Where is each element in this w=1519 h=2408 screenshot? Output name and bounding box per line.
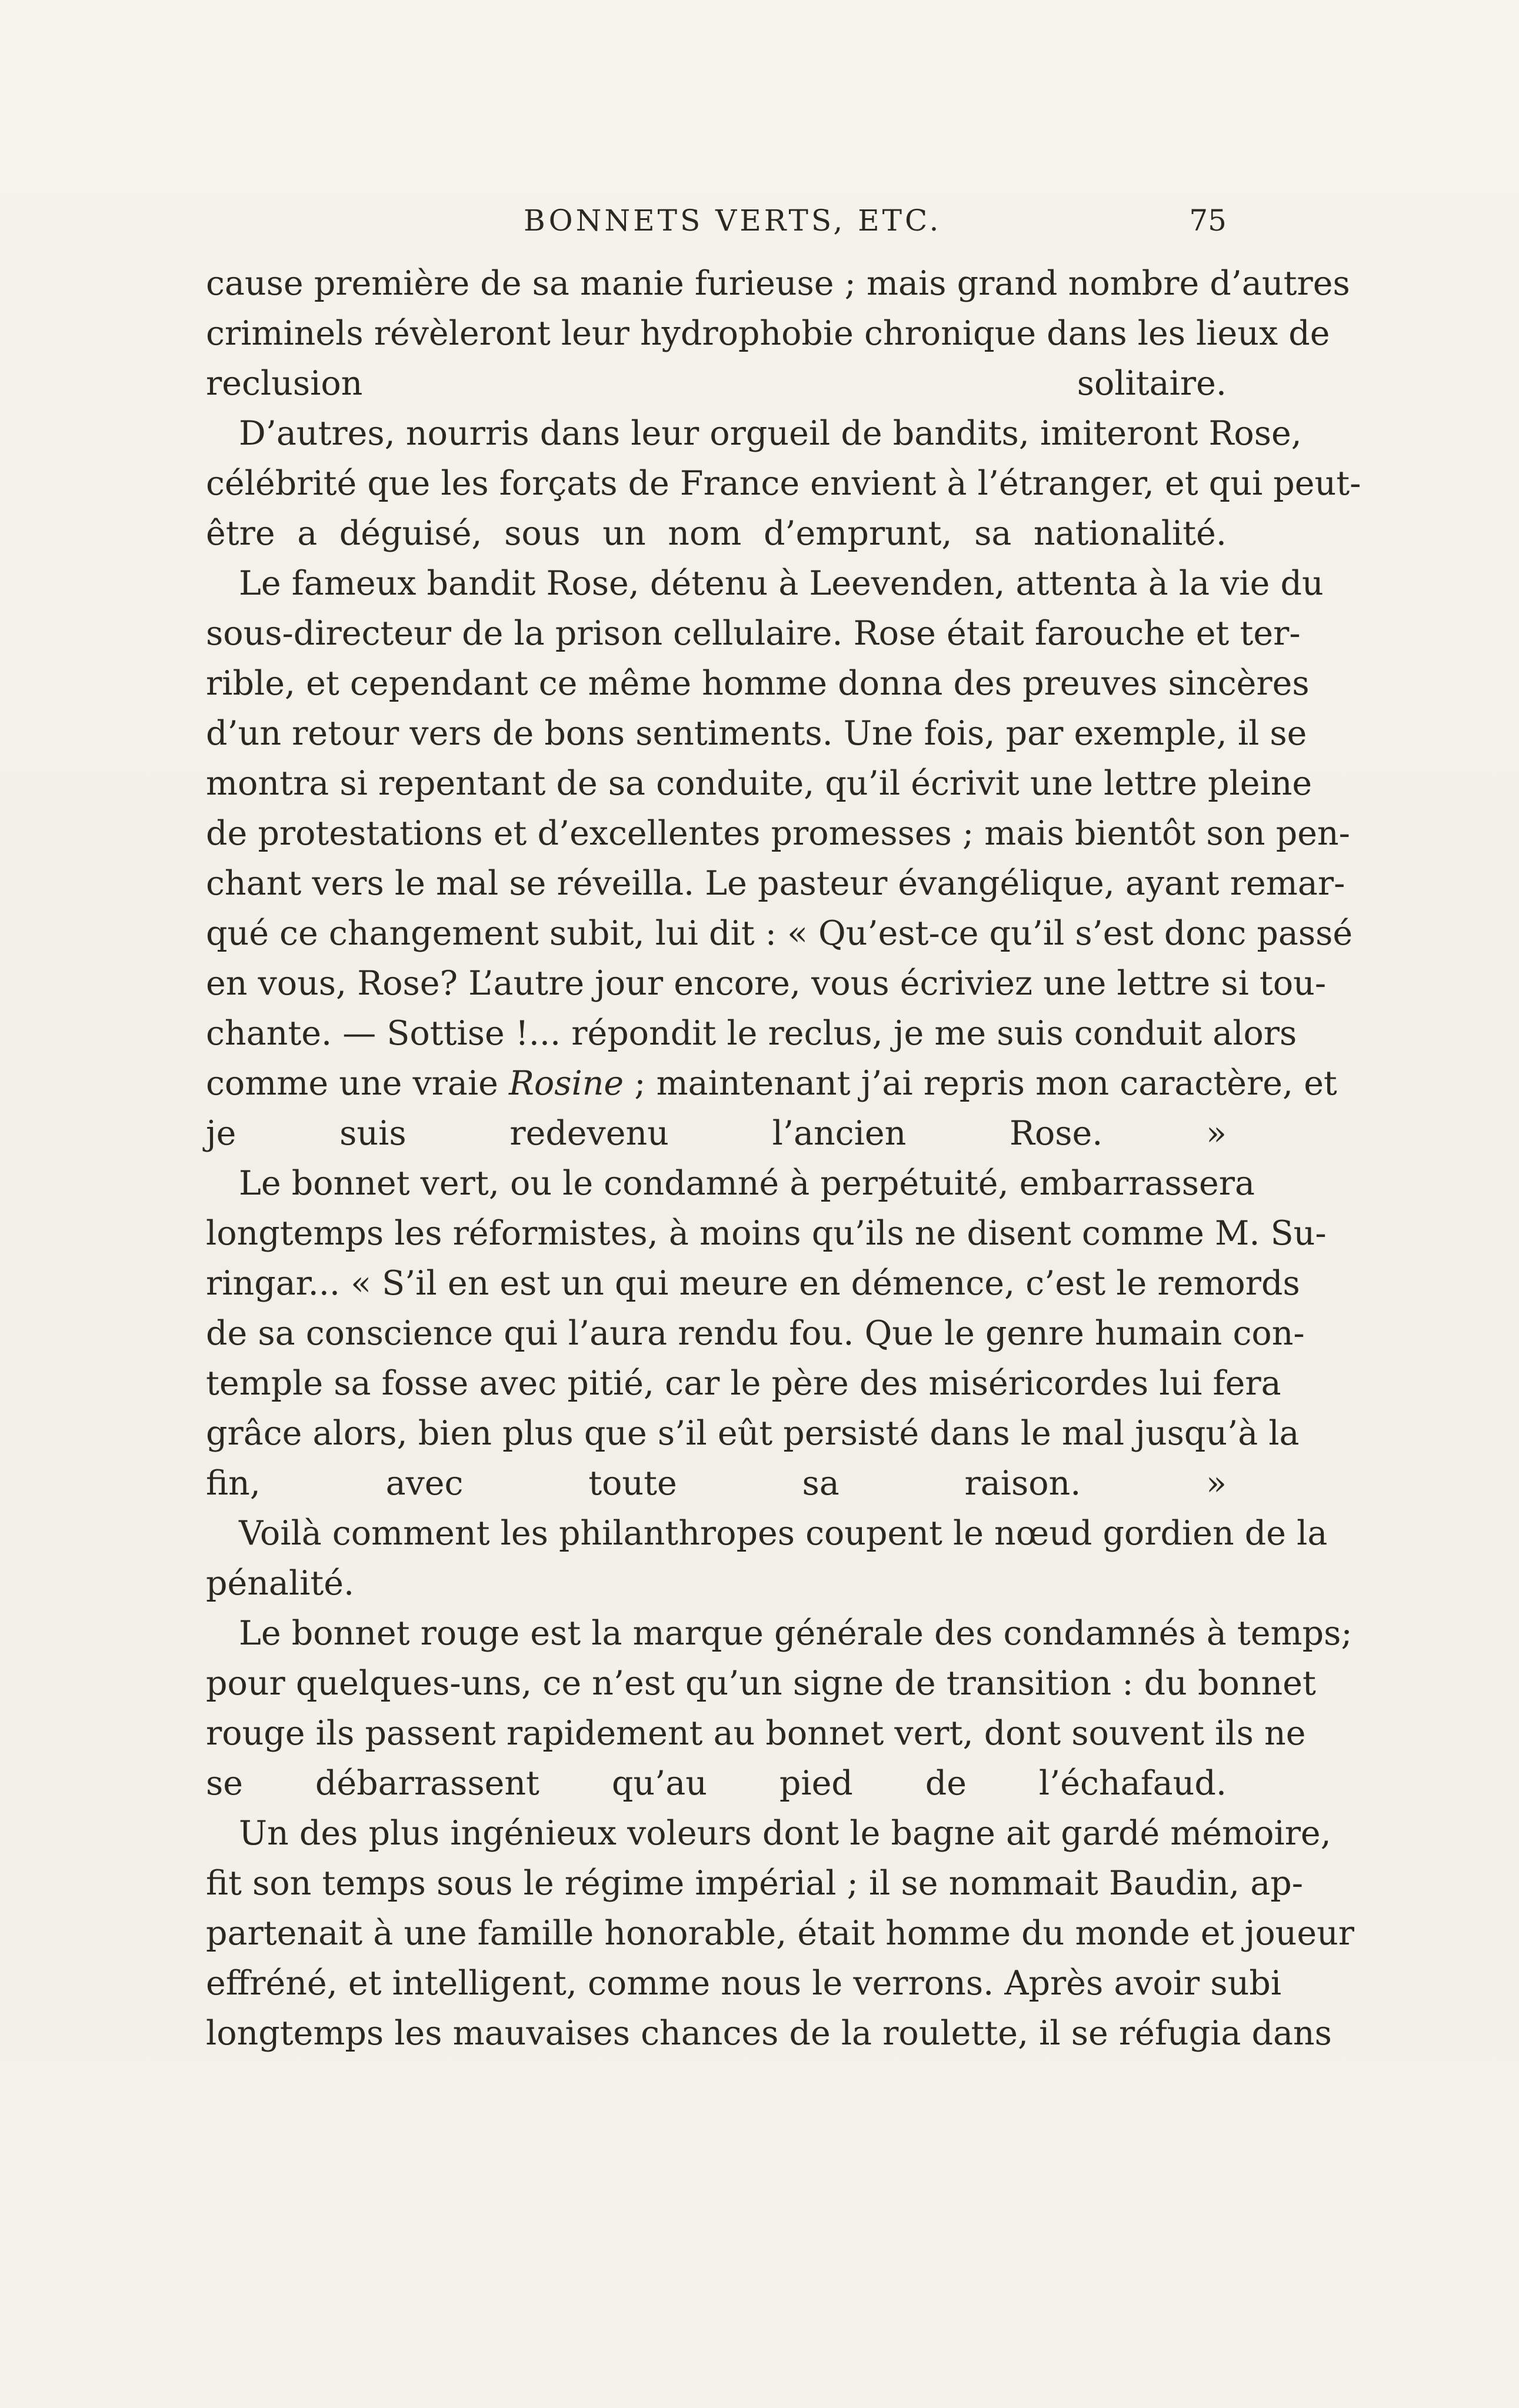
text-line: comme une vraie Rosine ; maintenant j’ai repris mon caractère, et xyxy=(206,1064,1337,1103)
text-line: reclusion solitaire. xyxy=(206,364,1227,403)
running-title: BONNETS VERTS, ETC. xyxy=(524,204,942,238)
text-line: rouge ils passent rapidement au bonnet vert, dont souvent ils ne xyxy=(206,1714,1306,1753)
paragraph xyxy=(206,409,1361,559)
paragraph xyxy=(206,1809,1355,2059)
text-line: grâce alors, bien plus que s’il eût persisté dans le mal jusqu’à la xyxy=(206,1414,1300,1453)
text-line: de protestations et d’excellentes promesses ; mais bientôt son pen- xyxy=(206,814,1350,853)
page-header xyxy=(206,197,1227,244)
text-line: pénalité. xyxy=(206,1564,355,1603)
text-line: Le bonnet vert, ou le condamné à perpétuité, embarrassera xyxy=(239,1164,1255,1203)
text-line: pour quelques-uns, ce n’est qu’un signe de transition : du bonnet xyxy=(206,1664,1316,1703)
text-line: criminels révèleront leur hydrophobie chronique dans les lieux de xyxy=(206,314,1330,353)
text-line: Un des plus ingénieux voleurs dont le bagne ait gardé mémoire, xyxy=(239,1814,1331,1853)
text-line: d’un retour vers de bons sentiments. Une fois, par exemple, il se xyxy=(206,714,1307,753)
paragraph xyxy=(206,559,1353,1159)
text-line: Le fameux bandit Rose, détenu à Leevenden, attenta à la vie du xyxy=(239,564,1324,603)
text-line: fit son temps sous le régime impérial ; il se nommait Baudin, ap- xyxy=(206,1864,1303,1903)
text-line: de sa conscience qui l’aura rendu fou. Que le genre humain con- xyxy=(206,1314,1305,1353)
text-line: longtemps les réformistes, à moins qu’ils ne disent comme M. Su- xyxy=(206,1214,1327,1253)
text-line: partenait à une famille honorable, était homme du monde et joueur xyxy=(206,1914,1355,1953)
text-line: Le bonnet rouge est la marque générale des condamnés à temps; xyxy=(239,1614,1353,1653)
text-line: effréné, et intelligent, comme nous le verrons. Après avoir subi xyxy=(206,1964,1282,2003)
text-line: fin, avec toute sa raison. » xyxy=(206,1464,1227,1503)
paragraph xyxy=(206,1509,1328,1609)
text-line: ringar... « S’il en est un qui meure en démence, c’est le remords xyxy=(206,1264,1300,1303)
text-line: sous-directeur de la prison cellulaire. Rose était farouche et ter- xyxy=(206,614,1301,653)
text-line: Voilà comment les philanthropes coupent le nœud gordien de la xyxy=(239,1514,1328,1553)
text-line: D’autres, nourris dans leur orgueil de bandits, imiteront Rose, xyxy=(239,414,1302,453)
text-line: chante. — Sottise !... répondit le reclus, je me suis conduit alors xyxy=(206,1014,1297,1053)
text-line: montra si repentant de sa conduite, qu’il écrivit une lettre pleine xyxy=(206,764,1313,803)
text-line: qué ce changement subit, lui dit : « Qu’est-ce qu’il s’est donc passé xyxy=(206,914,1353,953)
text-line: chant vers le mal se réveilla. Le pasteur évangélique, ayant remar- xyxy=(206,864,1345,903)
page-number: 75 xyxy=(1189,204,1227,238)
text-line: se débarrassent qu’au pied de l’échafaud. xyxy=(206,1764,1227,1803)
paragraph xyxy=(206,259,1350,409)
text-line: cause première de sa manie furieuse ; mais grand nombre d’autres xyxy=(206,264,1350,303)
paragraph xyxy=(206,1159,1327,1509)
text-line: rible, et cependant ce même homme donna des preuves sincères xyxy=(206,664,1310,703)
text-line: être a déguisé, sous un nom d’emprunt, sa nationalité. xyxy=(206,514,1227,553)
paragraph xyxy=(206,1609,1353,1809)
text-line: célébrité que les forçats de France envient à l’étranger, et qui peut- xyxy=(206,464,1361,503)
text-line: temple sa fosse avec pitié, car le père des miséricordes lui fera xyxy=(206,1364,1281,1403)
body-text xyxy=(206,259,1361,2059)
text-line: je suis redevenu l’ancien Rose. » xyxy=(206,1114,1227,1153)
text-line: en vous, Rose? L’autre jour encore, vous écriviez une lettre si tou- xyxy=(206,964,1327,1003)
text-line: longtemps les mauvaises chances de la roulette, il se réfugia dans xyxy=(206,2014,1332,2053)
